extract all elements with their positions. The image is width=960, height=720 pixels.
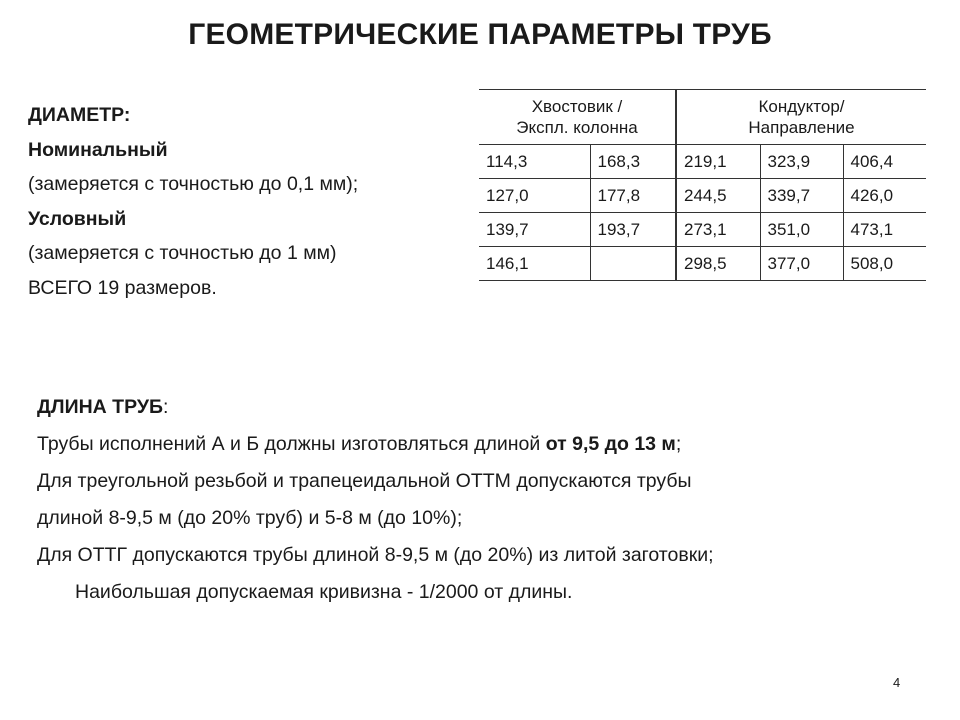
nominal-label: Номинальный <box>28 138 168 161</box>
length-section <box>37 389 714 611</box>
conditional-label: Условный <box>28 207 127 230</box>
table-cell: 508,0 <box>843 247 926 281</box>
length-heading-colon: : <box>162 396 169 418</box>
length-line-1 <box>37 426 714 463</box>
table-cell: 377,0 <box>760 247 843 281</box>
page-number: 4 <box>893 675 901 690</box>
total-sizes: ВСЕГО 19 размеров. <box>28 276 217 299</box>
length-heading: ДЛИНА ТРУБ <box>37 396 163 418</box>
table-row <box>479 247 926 281</box>
diameter-heading: ДИАМЕТР: <box>28 104 131 126</box>
diameter-section <box>28 98 358 305</box>
table-cell <box>590 247 676 281</box>
conditional-note: (замеряется с точностью до 1 мм) <box>28 242 337 264</box>
table-cell: 339,7 <box>760 179 843 213</box>
length-line-1-post: ; <box>675 433 682 455</box>
length-line-4: Для ОТТГ допускаются трубы длиной 8-9,5 м (до 20%) из литой заготовки; <box>37 544 714 566</box>
header-liner-production <box>479 90 676 145</box>
table-cell: 114,3 <box>479 145 590 179</box>
table-cell: 219,1 <box>676 145 760 179</box>
header-conductor-direction <box>676 90 926 145</box>
header-text: Кондуктор/ Направление <box>748 97 855 137</box>
table-cell: 127,0 <box>479 179 590 213</box>
nominal-note: (замеряется с точностью до 0,1 мм); <box>28 173 359 195</box>
length-range: от 9,5 до 13 м <box>545 433 676 455</box>
table-cell: 244,5 <box>676 179 760 213</box>
table-row <box>479 179 926 213</box>
table-row <box>479 145 926 179</box>
table-header-row <box>479 90 926 145</box>
table-cell: 168,3 <box>590 145 676 179</box>
table-cell: 426,0 <box>843 179 926 213</box>
table-cell: 298,5 <box>676 247 760 281</box>
table-cell: 146,1 <box>479 247 590 281</box>
table-cell: 193,7 <box>590 213 676 247</box>
length-line-2: Для треугольной резьбой и трапецеидальной ОТТМ допускаются трубы <box>37 470 692 492</box>
table-cell: 273,1 <box>676 213 760 247</box>
length-line-3: длиной 8-9,5 м (до 20% труб) и 5-8 м (до 10%); <box>37 507 463 529</box>
table-row <box>479 213 926 247</box>
diameter-table <box>479 89 926 281</box>
length-heading-line <box>37 389 714 426</box>
header-text: Хвостовик / Экспл. колонна <box>516 97 638 137</box>
table-cell: 473,1 <box>843 213 926 247</box>
table-cell: 406,4 <box>843 145 926 179</box>
length-line-1-pre: Трубы исполнений А и Б должны изготовляться длиной <box>37 433 546 455</box>
table-cell: 323,9 <box>760 145 843 179</box>
table-cell: 177,8 <box>590 179 676 213</box>
length-line-5: Наибольшая допускаемая кривизна - 1/2000 от длины. <box>75 581 573 603</box>
slide-title: ГЕОМЕТРИЧЕСКИЕ ПАРАМЕТРЫ ТРУБ <box>188 18 772 51</box>
table-cell: 139,7 <box>479 213 590 247</box>
table-cell: 351,0 <box>760 213 843 247</box>
